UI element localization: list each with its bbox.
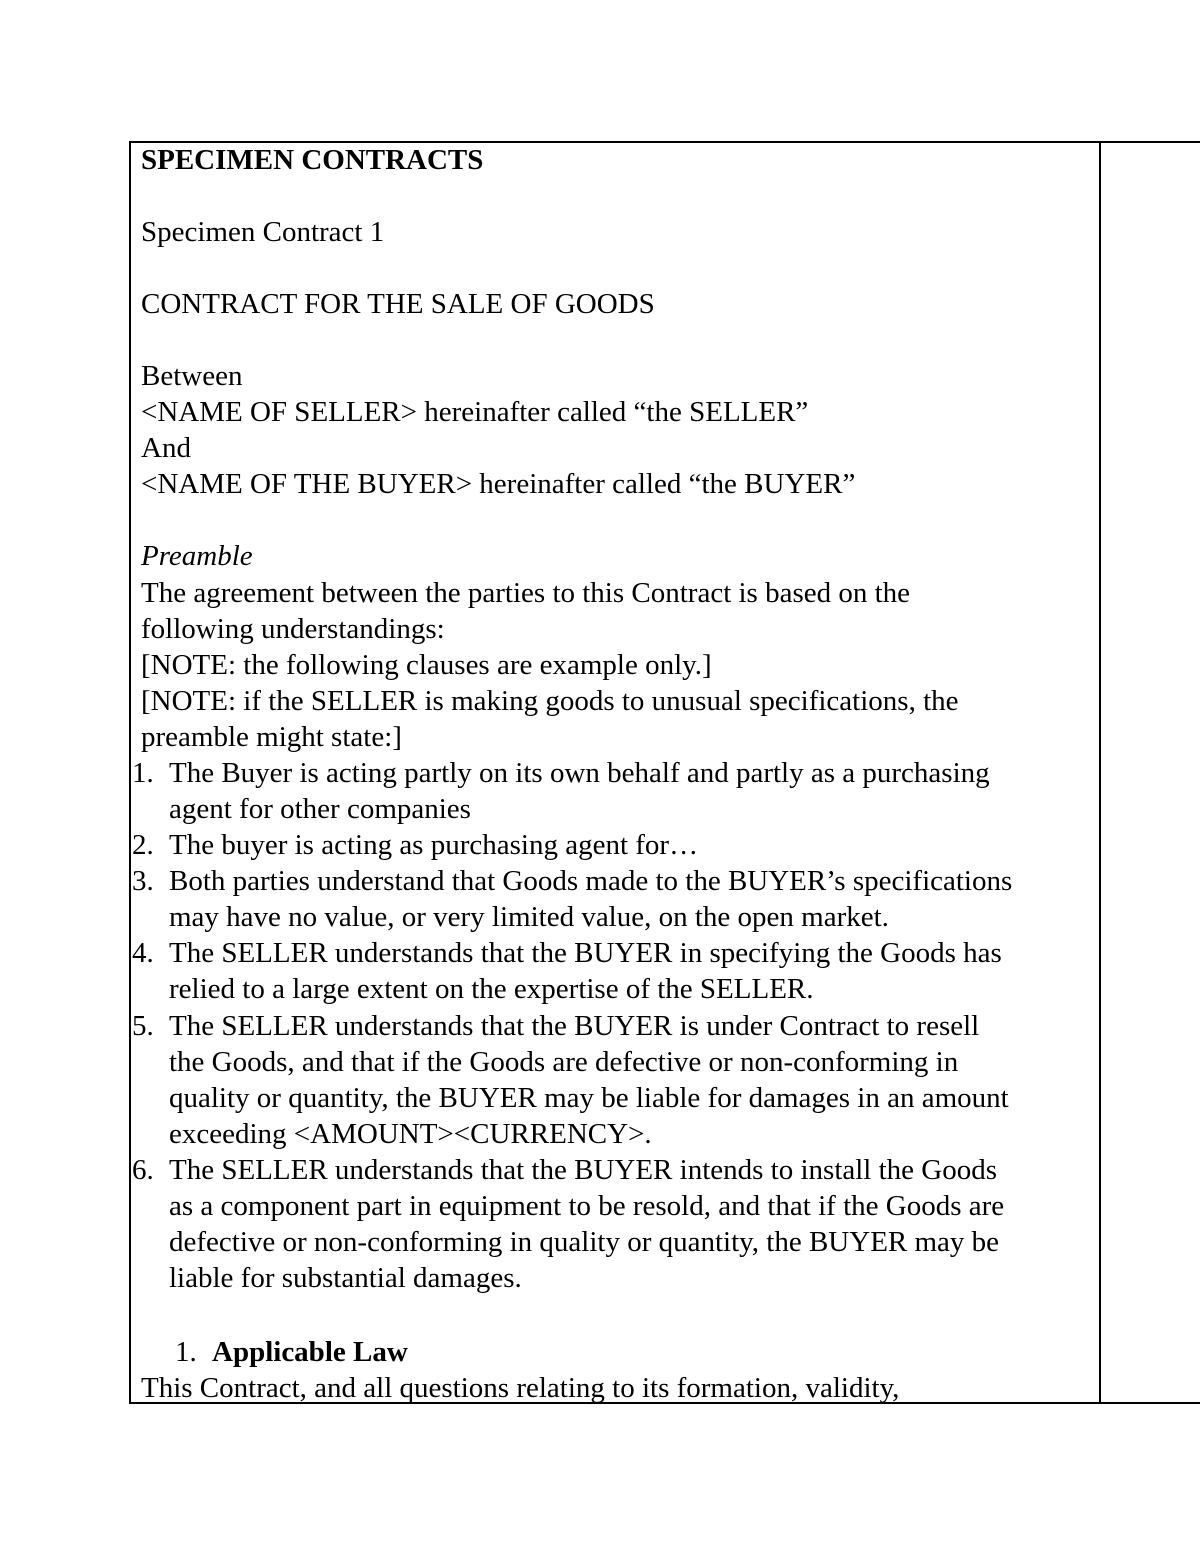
clause-line: The SELLER understands that the BUYER intends to install the Goods [169,1154,998,1186]
clause-number: 6. [132,1154,154,1186]
preamble-note2-line2: preamble might state:] [141,721,402,753]
clause-number: 5. [132,1010,154,1042]
contract-title: CONTRACT FOR THE SALE OF GOODS [141,288,655,320]
document-heading: SPECIMEN CONTRACTS [141,144,484,176]
clause-line: may have no value, or very limited value, on the open market. [169,901,889,933]
column-divider [1099,141,1101,1404]
preamble-note1: [NOTE: the following clauses are example only.] [141,649,712,681]
clause-number: 1. [132,757,154,789]
clause-line: defective or non-conforming in quality or quantity, the BUYER may be [169,1226,1000,1258]
clause-number: 3. [132,865,154,897]
preamble-title: Preamble [141,540,253,572]
clause-line: the Goods, and that if the Goods are defective or non-conforming in [169,1046,959,1078]
clause-line: The SELLER understands that the BUYER in specifying the Goods has [169,937,1002,969]
parties-buyer: <NAME OF THE BUYER> hereinafter called “the BUYER” [141,468,856,500]
section-text: This Contract, and all questions relating to its formation, validity, [141,1372,900,1404]
clause-line: The buyer is acting as purchasing agent for… [169,829,699,861]
document-subheading: Specimen Contract 1 [141,216,385,248]
clause-line: liable for substantial damages. [169,1262,522,1294]
clause-number: 2. [132,829,154,861]
section-number: 1. [175,1336,197,1368]
parties-and: And [141,432,191,464]
preamble-intro-line2: following understandings: [141,613,445,645]
clause-line: as a component part in equipment to be resold, and that if the Goods are [169,1190,1005,1222]
clause-line: agent for other companies [169,793,471,825]
clause-line: quality or quantity, the BUYER may be liable for damages in an amount [169,1082,1009,1114]
section-title: Applicable Law [212,1336,408,1368]
parties-between: Between [141,360,243,392]
parties-seller: <NAME OF SELLER> hereinafter called “the SELLER” [141,396,809,428]
clause-line: The Buyer is acting partly on its own behalf and partly as a purchasing [169,757,990,789]
clause-line: relied to a large extent on the expertise of the SELLER. [169,973,814,1005]
preamble-note2-line1: [NOTE: if the SELLER is making goods to unusual specifications, the [141,685,959,717]
clause-line: exceeding <AMOUNT><CURRENCY>. [169,1118,652,1150]
clause-line: The SELLER understands that the BUYER is under Contract to resell [169,1010,980,1042]
clause-number: 4. [132,937,154,969]
clause-line: Both parties understand that Goods made to the BUYER’s specifications [169,865,1013,897]
preamble-intro-line1: The agreement between the parties to this Contract is based on the [141,577,911,609]
